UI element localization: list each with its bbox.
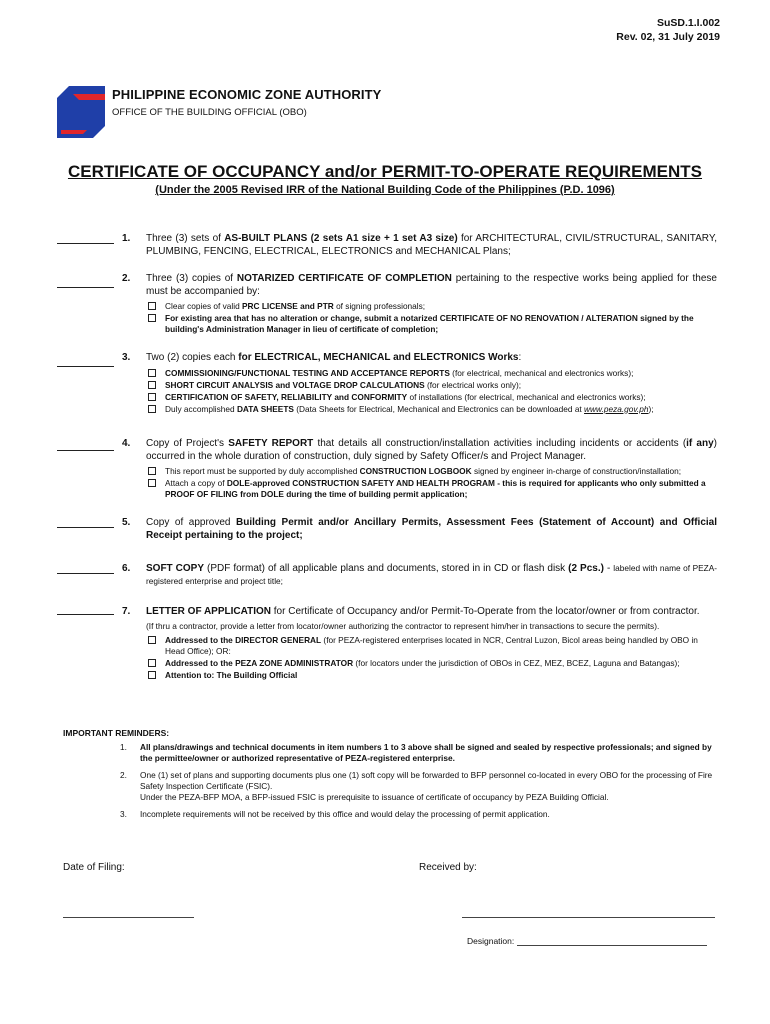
requirement-subitem	[146, 368, 717, 379]
subitem-text: (Data Sheets for Electrical, Mechanical and Electronics can be downloaded at www.peza.gov.ph);	[293, 403, 654, 414]
page-subtitle: (Under the 2005 Revised IRR of the National Building Code of the Philippines (P.D. 1096)	[155, 184, 615, 196]
checkbox	[148, 393, 156, 401]
requirement-emphasis: Building Permit and/or Ancillary Permits, Assessment Fees (Statement of Account) and Official Receipt pertaining to the project;	[146, 517, 718, 541]
checkbox	[148, 314, 156, 322]
reminder-text: One (1) set of plans and supporting documents plus one (1) soft copy will be forwarded to BFP personnel co-located in every OBO for the processing of Fire Safety Inspection Certificate (FSIC).	[140, 770, 713, 791]
requirement-text	[146, 563, 717, 588]
subitem-text: Clear copies of valid	[165, 301, 243, 311]
subitem-emphasis: DATA SHEETS	[236, 403, 294, 414]
requirement-subitem	[146, 313, 717, 335]
requirement-text-part: ) occurred in the whole duration of construction, duly signed by Safety Officer/s and Project Manager.	[146, 438, 717, 462]
designation-line	[517, 945, 707, 946]
requirement-text-part: Copy of Project's	[146, 438, 229, 449]
subitem-text: (for electrical, mechanical and electronics works);	[449, 367, 634, 378]
reminder-text: All plans/drawings and technical documents in item numbers 1 to 3 above shall be signed and sealed by respective professionals; and signed by the permittee/owner or authorized representative of PEZA-registered enterprise.	[140, 742, 712, 763]
page-title: CERTIFICATE OF OCCUPANCY and/or PERMIT-TO-OPERATE REQUIREMENTS	[67, 162, 703, 181]
requirement-text-part: -	[603, 563, 614, 574]
requirement-text	[146, 438, 717, 500]
requirement-subitem	[146, 670, 717, 681]
requirement-emphasis: NOTARIZED CERTIFICATE OF COMPLETION	[236, 273, 452, 284]
reminder-text-continued: Under the PEZA-BFP MOA, a BFP-issued FSIC is prerequisite to issuance of certificate of occupancy by PEZA Building Official.	[140, 792, 609, 802]
reminder-number: 1.	[120, 742, 127, 752]
requirement-text	[146, 606, 717, 681]
requirement-subitem	[146, 404, 717, 415]
requirement-subitem	[146, 635, 717, 657]
requirement-emphasis: LETTER OF APPLICATION	[146, 606, 271, 617]
requirement-text-part: for ARCHITECTURAL, CIVIL/STRUCTURAL, SANITARY, PLUMBING, FENCING, ELECTRICAL, ELECTRONICS and MECHANICAL Plans;	[146, 233, 718, 257]
subitem-emphasis: COMMISSIONING/FUNCTIONAL TESTING AND ACCEPTANCE REPORTS	[165, 367, 450, 378]
peza-logo-icon	[57, 86, 105, 138]
received-by-label: Received by:	[419, 862, 477, 873]
requirement-text-part: Two (2) copies each	[146, 352, 239, 363]
date-of-filing-label: Date of Filing:	[63, 862, 125, 873]
reminder-item	[120, 809, 715, 820]
requirement-subitem	[146, 392, 717, 403]
requirement-checkoff-line	[57, 450, 114, 451]
subitem-emphasis: CONSTRUCTION LOGBOOK	[359, 466, 472, 476]
organization-name: PHILIPPINE ECONOMIC ZONE AUTHORITY	[112, 87, 382, 102]
designation-label: Designation:	[467, 936, 515, 946]
reminder-item	[120, 742, 715, 764]
requirement-text-part: pertaining to the respective works being applied for these must be accompanied by:	[146, 273, 717, 297]
requirement-emphasis: if any	[686, 438, 714, 449]
requirement-checkoff-line	[57, 366, 114, 367]
requirement-checkoff-line	[57, 287, 114, 288]
requirement-emphasis: AS-BUILT PLANS (2 sets A1 size + 1 set A3 size)	[224, 233, 458, 244]
checkbox	[148, 302, 156, 310]
subitem-emphasis: PRC LICENSE and PTR	[242, 301, 334, 311]
date-of-filing-line	[63, 917, 194, 918]
checkbox	[148, 405, 156, 413]
subitem-text: (for PEZA-registered enterprises located in NCR, Central Luzon, Bicol areas being handled by OBO in Head Office); OR:	[165, 634, 698, 656]
requirement-emphasis: SOFT COPY	[146, 563, 204, 574]
requirement-subitem	[146, 380, 717, 391]
subitem-text: of installations (for electrical, mechanical and electronics works);	[407, 391, 646, 402]
subitem-text: (for electrical works only);	[424, 379, 522, 390]
reminder-number: 2.	[120, 770, 127, 780]
requirement-emphasis: (2 Pcs.)	[568, 563, 604, 574]
requirement-number: 4.	[122, 438, 131, 449]
requirement-note: (If thru a contractor, provide a letter from locator/owner authorizing the contractor to represent him/her in transactions to secure the permits).	[146, 620, 660, 631]
requirement-text-part: that details all construction/installation activities including incidents or accidents (	[313, 438, 687, 449]
subitem-emphasis: DOLE-approved CONSTRUCTION SAFETY AND HEALTH PROGRAM - this is required for applicants who only submitted a PROOF OF FILING from DOLE during the time of building permit application;	[165, 478, 706, 499]
requirement-number: 6.	[122, 563, 131, 574]
checkbox	[148, 479, 156, 487]
requirement-text	[146, 352, 717, 415]
checkbox	[148, 671, 156, 679]
reminder-item	[120, 770, 715, 803]
subitem-emphasis: CERTIFICATION OF SAFETY, RELIABILITY and CONFORMITY	[165, 391, 408, 402]
revision-date: Rev. 02, 31 July 2019	[616, 31, 720, 43]
checkbox	[148, 636, 156, 644]
requirement-number: 3.	[122, 352, 131, 363]
requirement-checkoff-line	[57, 243, 114, 244]
requirement-text-part: Copy of approved	[146, 517, 236, 528]
requirement-number: 1.	[122, 233, 131, 244]
checkbox	[148, 659, 156, 667]
document-code-block	[616, 16, 720, 44]
subitem-text: (for locators under the jurisdiction of OBOs in CEZ, MEZ, BCEZ, Laguna and Batangas);	[353, 657, 680, 668]
subitem-text: of signing professionals;	[333, 301, 426, 311]
subitem-emphasis: Addressed to the PEZA ZONE ADMINISTRATOR	[165, 657, 354, 668]
reminders-title: IMPORTANT REMINDERS:	[63, 728, 170, 738]
checkbox	[148, 381, 156, 389]
requirement-subitem	[146, 466, 717, 477]
checkbox	[148, 369, 156, 377]
requirement-subitem	[146, 658, 717, 669]
requirement-checkoff-line	[57, 527, 114, 528]
office-name: OFFICE OF THE BUILDING OFFICIAL (OBO)	[112, 107, 307, 118]
organization-header	[57, 83, 457, 143]
requirement-subitem	[146, 478, 717, 500]
subitem-emphasis: For existing area that has no alteration or change, submit a notarized CERTIFICATE OF NO RENOVATION / ALTERATION signed by the building's Administration Manager in lieu of certificate of completion;	[165, 313, 694, 334]
subitem-emphasis: Addressed to the DIRECTOR GENERAL	[165, 634, 322, 645]
requirement-text-part: Three (3) copies of	[146, 273, 237, 284]
subitem-text: Duly accomplished	[165, 403, 237, 414]
subitem-text: This report must be supported by duly accomplished	[165, 466, 360, 476]
requirement-text-part: :	[518, 352, 522, 363]
reminder-number: 3.	[120, 809, 127, 819]
document-code: SuSD.1.I.002	[656, 17, 720, 29]
requirement-checkoff-line	[57, 614, 114, 615]
requirement-number: 5.	[122, 517, 131, 528]
subitem-text: Attach a copy of	[165, 478, 227, 488]
requirement-number: 7.	[122, 606, 131, 617]
requirement-note: labeled with name of PEZA-registered enterprise and project title;	[146, 563, 717, 586]
checkbox	[148, 467, 156, 475]
requirement-subitem	[146, 301, 717, 312]
received-by-line	[462, 917, 715, 918]
requirement-emphasis: SAFETY REPORT	[228, 438, 314, 449]
requirement-number: 2.	[122, 273, 131, 284]
requirement-text	[146, 517, 717, 542]
requirement-text-part: (PDF format) of all applicable plans and documents, stored in in CD or flash disk	[204, 563, 569, 574]
requirement-checkoff-line	[57, 573, 114, 574]
subitem-text: signed by engineer in-charge of construction/installation;	[471, 466, 682, 476]
subitem-emphasis: Attention to: The Building Official	[165, 669, 298, 680]
requirement-text	[146, 233, 717, 258]
reminder-text: Incomplete requirements will not be received by this office and would delay the processing of permit application.	[140, 809, 550, 819]
requirement-text-part: for Certificate of Occupancy and/or Permit-To-Operate from the locator/owner or from contractor.	[271, 606, 700, 617]
requirement-text-part: Three (3) sets of	[146, 233, 225, 244]
subitem-emphasis: SHORT CIRCUIT ANALYSIS and VOLTAGE DROP CALCULATIONS	[165, 379, 425, 390]
requirement-emphasis: for ELECTRICAL, MECHANICAL and ELECTRONICS Works	[238, 352, 519, 363]
requirement-text	[146, 273, 717, 335]
